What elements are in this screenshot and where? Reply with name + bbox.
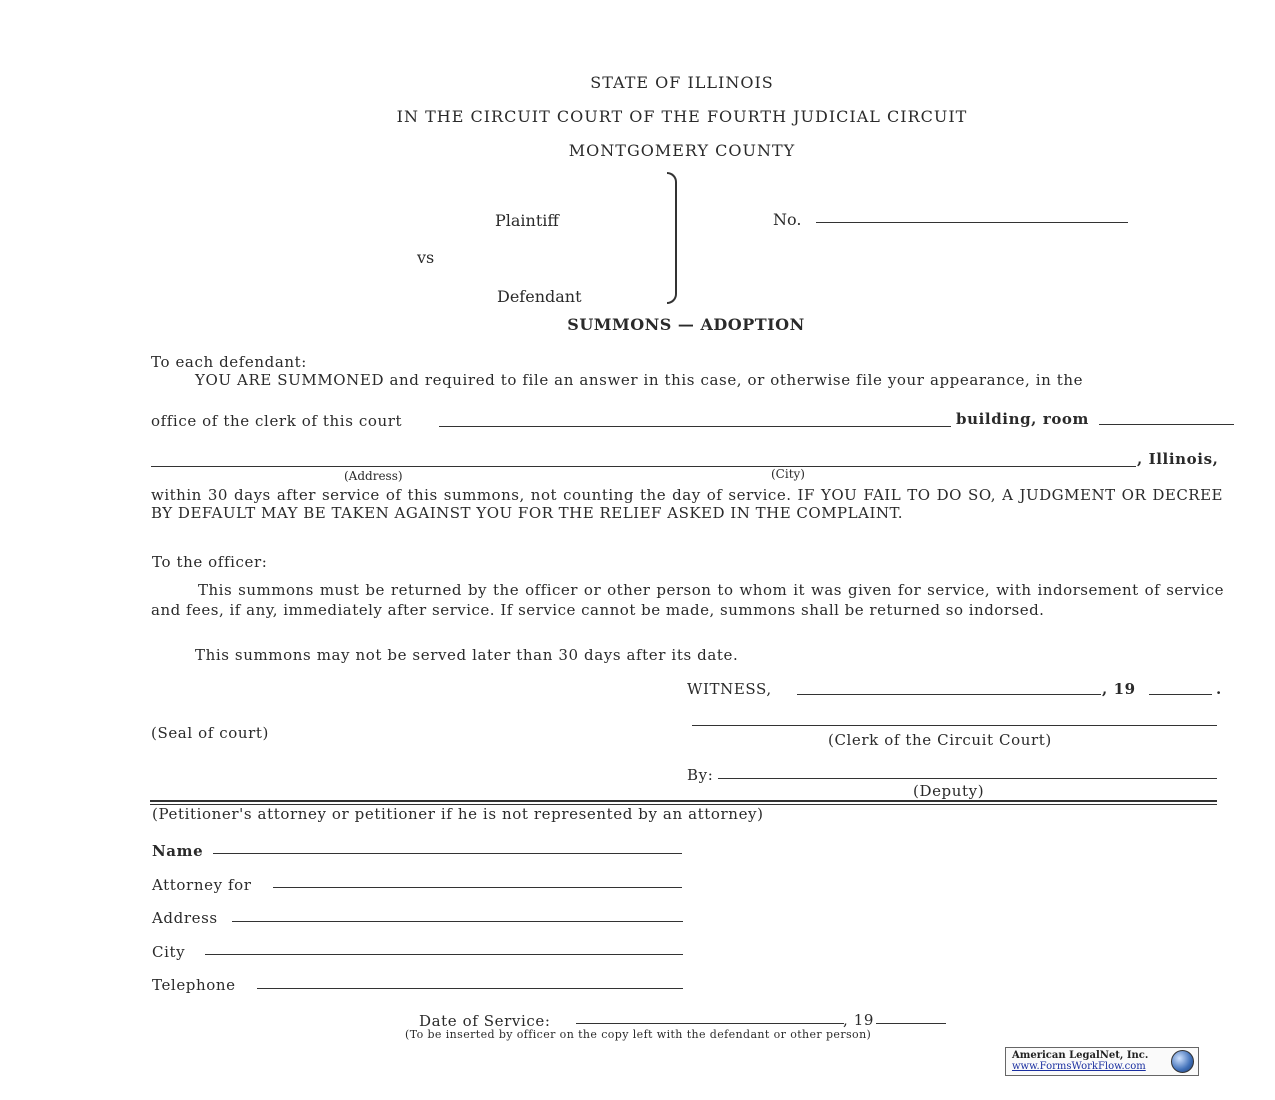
court-heading: IN THE CIRCUIT COURT OF THE FOURTH JUDICIAL CIRCUIT <box>396 107 968 126</box>
witness-year-field[interactable] <box>1149 694 1212 695</box>
vs-label: vs <box>417 248 435 267</box>
witness-label: WITNESS, <box>687 680 772 698</box>
address-field[interactable] <box>232 921 683 922</box>
clerk-caption: (Clerk of the Circuit Court) <box>828 731 1052 749</box>
clerk-office-field[interactable] <box>439 426 951 427</box>
case-number-field[interactable] <box>816 222 1128 223</box>
within-30-days-paragraph: within 30 days after service of this summons, not counting the day of service. IF YOU FAIL TO DO SO, A JUDGMENT OR DECREE BY DEFAULT MAY BE TAKEN AGAINST YOU FOR THE RELIEF ASKED IN THE COMPLAINT. <box>151 486 1223 522</box>
seal-of-court: (Seal of court) <box>151 724 270 742</box>
address-city-field[interactable] <box>151 466 1136 467</box>
date-of-service-field[interactable] <box>576 1023 844 1024</box>
date-of-service-label: Date of Service: <box>419 1012 551 1030</box>
separator-rule-top <box>150 800 1217 802</box>
state-heading: STATE OF ILLINOIS <box>590 73 774 92</box>
office-label: office of the clerk of this court <box>151 412 403 430</box>
city-caption: (City) <box>771 467 805 481</box>
service-note: (To be inserted by officer on the copy left with the defendant or other person) <box>405 1028 872 1041</box>
by-label: By: <box>687 766 714 784</box>
room-field[interactable] <box>1099 424 1234 425</box>
service-year-field[interactable] <box>876 1023 946 1024</box>
address-caption: (Address) <box>344 469 403 483</box>
illinois-label: , Illinois, <box>1137 450 1219 468</box>
witness-field[interactable] <box>797 694 1101 695</box>
logo-company-name: American LegalNet, Inc. <box>1012 1050 1149 1061</box>
summoned-line: YOU ARE SUMMONED and required to file an answer in this case, or otherwise file your appearance, in the <box>195 371 1084 389</box>
name-field[interactable] <box>213 853 682 854</box>
city-label: City <box>152 943 186 961</box>
to-defendant-label: To each defendant: <box>151 353 307 371</box>
globe-icon <box>1171 1050 1194 1073</box>
deputy-signature-field[interactable] <box>718 778 1217 779</box>
telephone-label: Telephone <box>152 976 236 994</box>
witness-year-prefix: , 19 <box>1102 680 1136 698</box>
logo-url-link[interactable]: www.FormsWorkFlow.com <box>1012 1061 1146 1072</box>
defendant-label: Defendant <box>497 287 582 306</box>
form-title: SUMMONS — ADOPTION <box>567 315 805 334</box>
attorney-for-field[interactable] <box>273 887 682 888</box>
name-label: Name <box>152 842 204 860</box>
witness-period: . <box>1216 680 1222 698</box>
to-officer-label: To the officer: <box>152 553 268 571</box>
not-later-text: This summons may not be served later than 30 days after its date. <box>195 646 739 664</box>
attorney-for-label: Attorney for <box>152 876 252 894</box>
building-room-label: building, room <box>956 410 1089 428</box>
american-legalnet-logo <box>1005 1047 1199 1076</box>
city-field[interactable] <box>205 954 683 955</box>
caption-brace-top <box>667 172 677 236</box>
telephone-field[interactable] <box>257 988 683 989</box>
caption-brace-bottom <box>667 236 677 304</box>
address-label: Address <box>152 909 218 927</box>
service-year-prefix: , 19 <box>843 1011 875 1029</box>
deputy-caption: (Deputy) <box>913 782 985 800</box>
county-heading: MONTGOMERY COUNTY <box>568 141 796 160</box>
return-paragraph: This summons must be returned by the officer or other person to whom it was given for service, with indorsement of service and fees, if any, immediately after service. If service cannot be made, summons shall be returned so indorsed. <box>151 581 1224 619</box>
plaintiff-label: Plaintiff <box>495 211 559 230</box>
attorney-heading: (Petitioner's attorney or petitioner if he is not represented by an attorney) <box>152 805 764 823</box>
case-number-label: No. <box>773 210 802 229</box>
clerk-signature-field[interactable] <box>692 725 1217 726</box>
